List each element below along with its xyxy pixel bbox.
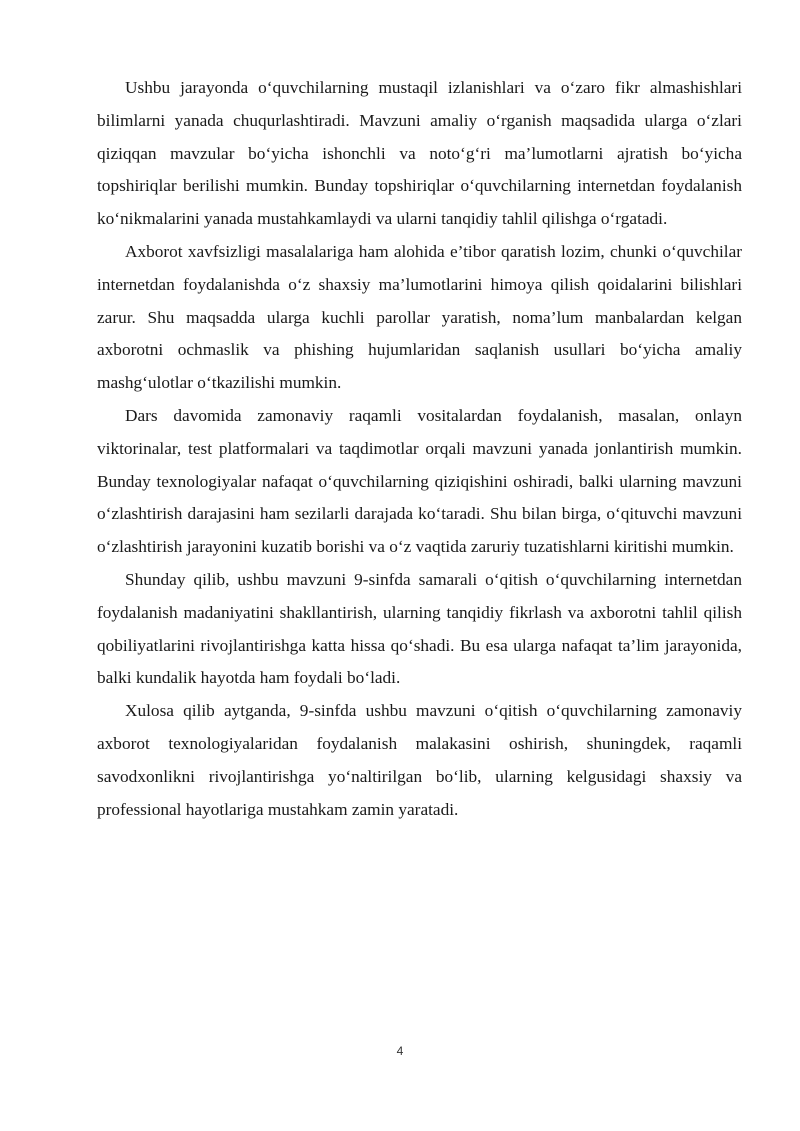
paragraph: Shunday qilib, ushbu mavzuni 9-sinfda samarali o‘qitish o‘quvchilarning internetdan foydalanish madaniyatini shakllantirish, ularning tanqidiy fikrlash va axborotni tahlil qilish qobiliyatlarini rivojlantirishga katta hissa qo‘shadi. Bu esa ularga nafaqat ta’lim jarayonida, balki kundalik hayotda ham foydali bo‘ladi. — [97, 569, 742, 688]
page-number: 4 — [396, 1044, 404, 1058]
paragraph: Xulosa qilib aytganda, 9-sinfda ushbu mavzuni o‘qitish o‘quvchilarning zamonaviy axborot texnologiyalaridan foydalanish malakasini oshirish, shuningdek, raqamli savodxonlikni rivojlantirishga yo‘naltirilgan bo‘lib, ularning kelgusidagi shaxsiy va professional hayotlariga mustahkam zamin yaratadi. — [97, 701, 742, 819]
paragraph: Dars davomida zamonaviy raqamli vositalardan foydalanish, masalan, onlayn viktorinalar, test platformalari va taqdimotlar orqali mavzuni yanada jonlantirish mumkin. Bunday texnologiyalar nafaqat o‘quvchilarning qiziqishini oshiradi, balki ularning mavzuni o‘zlashtirish darajasini ham sezilarli darajada ko‘taradi. Shu bilan birga, o‘qituvchi mavzuni o‘zlashtirish jarayonini kuzatib borishi va o‘z vaqtida zaruriy tuzatishlarni kiritishi mumkin. — [97, 405, 742, 557]
paragraph: Axborot xavfsizligi masalalariga ham alohida e’tibor qaratish lozim, chunki o‘quvchilar internetdan foydalanishda o‘z shaxsiy ma’lumotlarini himoya qilish qoidalarini bilishlari zarur. Shu maqsadda ularga kuchli parollar yaratish, noma’lum manbalardan kelgan axborotni ochmaslik va phishing hujumlaridan saqlanish usullari bo‘yicha amaliy mashg‘ulotlar o‘tkazilishi mumkin. — [97, 241, 742, 393]
body-text — [97, 72, 742, 826]
paragraph: Ushbu jarayonda o‘quvchilarning mustaqil izlanishlari va o‘zaro fikr almashishlari bilimlarni yanada chuqurlashtiradi. Mavzuni amaliy o‘rganish maqsadida ularga o‘zlari qiziqqan mavzular bo‘yicha ishonchli va noto‘g‘ri ma’lumotlarni ajratish bo‘yicha topshiriqlar berilishi mumkin. Bunday topshiriqlar o‘quvchilarning internetdan foydalanish ko‘nikmalarini yanada mustahkamlaydi va ularni tanqidiy tahlil qilishga o‘rgatadi. — [97, 78, 742, 229]
